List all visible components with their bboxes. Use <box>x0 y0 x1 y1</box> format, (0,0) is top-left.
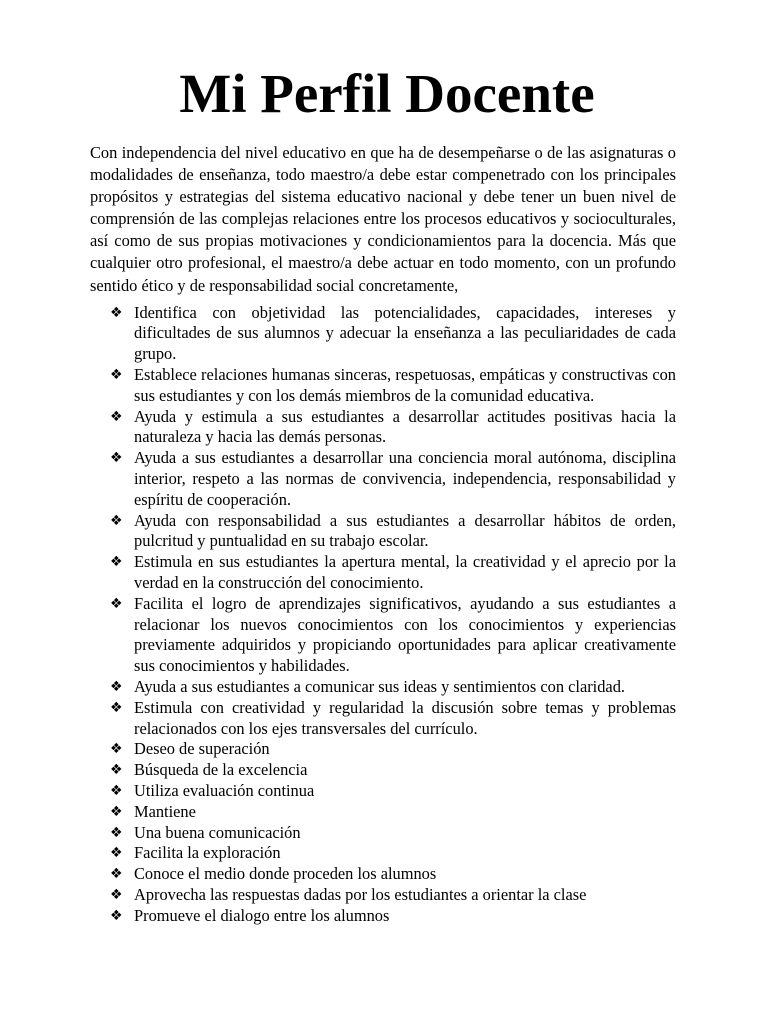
list-item <box>110 884 676 906</box>
diamond-bullet-icon: ❖ <box>110 741 123 758</box>
list-item-text: Promueve el dialogo entre los alumnos <box>134 905 390 925</box>
list-item-text: Facilita el logro de aprendizajes significativos, ayudando a sus estudiantes a relacionar los nuevos conocimientos con los conocimientos y experiencias previamente adquiridos y propiciando oportunidades para aplicar creativamente sus conocimientos y habilidades. <box>134 593 676 676</box>
list-item-text: Ayuda con responsabilidad a sus estudiantes a desarrollar hábitos de orden, pulcritud y puntualidad en su trabajo escolar. <box>134 510 676 551</box>
list-item <box>110 780 676 802</box>
list-item-text: Ayuda a sus estudiantes a desarrollar una conciencia moral autónoma, disciplina interior, respeto a las normas de convivencia, independencia, responsabilidad y espíritu de cooperación. <box>134 448 676 509</box>
diamond-bullet-icon: ❖ <box>110 907 123 924</box>
list-item-text: Estimula en sus estudiantes la apertura mental, la creatividad y el aprecio por la verdad en la construcción del conocimiento. <box>134 552 676 593</box>
list-item-text: Búsqueda de la excelencia <box>134 760 308 780</box>
list-item-text: Mantiene <box>134 801 196 821</box>
diamond-bullet-icon: ❖ <box>110 762 123 779</box>
list-item <box>110 593 676 677</box>
list-item <box>110 739 676 760</box>
list-item-text: Ayuda y estimula a sus estudiantes a desarrollar actitudes positivas hacia la naturaleza y hacia las demás personas. <box>134 406 676 447</box>
list-item <box>110 552 676 594</box>
list-item-text: Una buena comunicación <box>134 822 301 842</box>
list-item-text: Aprovecha las respuestas dadas por los estudiantes a orientar la clase <box>134 884 587 904</box>
list-item-text: Ayuda a sus estudiantes a comunicar sus ideas y sentimientos con claridad. <box>134 677 625 696</box>
list-item <box>110 677 676 698</box>
diamond-bullet-icon: ❖ <box>110 679 123 695</box>
diamond-bullet-icon: ❖ <box>110 866 123 883</box>
diamond-bullet-icon: ❖ <box>110 554 123 571</box>
diamond-bullet-icon: ❖ <box>110 803 123 820</box>
list-item-text: Identifica con objetividad las potencialidades, capacidades, intereses y dificultades de sus alumnos y adecuar la enseñanza a las peculiaridades de cada grupo. <box>134 302 676 364</box>
intro-paragraph: Con independencia del nivel educativo en que ha de desempeñarse o de las asignaturas o modalidades de enseñanza, todo maestro/a debe estar compenetrado con los principales propósitos y estrategias del sistema educativo nacional y debe tener un buen nivel de comprensión de las complejas relaciones entre los procesos educativos y socioculturales, así como de sus propias motivaciones y condicionamientos para la docencia. Más que cualquier otro profesional, el maestro/a debe actuar en todo momento, con un profundo sentido ético y de responsabilidad social concretamente, <box>90 143 676 295</box>
list-item <box>110 905 676 927</box>
list-item-text: Estimula con creatividad y regularidad la discusión sobre temas y problemas relacionados con los ejes transversales del currículo. <box>134 697 676 738</box>
diamond-bullet-icon: ❖ <box>110 782 123 799</box>
list-item <box>110 843 676 864</box>
list-item <box>110 697 676 740</box>
list-item-text: Facilita la exploración <box>134 843 281 863</box>
list-item <box>110 302 676 365</box>
list-item <box>110 760 676 781</box>
diamond-bullet-icon: ❖ <box>110 699 123 716</box>
profile-list <box>90 303 676 927</box>
diamond-bullet-icon: ❖ <box>110 367 123 384</box>
diamond-bullet-icon: ❖ <box>110 886 123 903</box>
list-item-text: Deseo de superación <box>134 739 270 759</box>
diamond-bullet-icon: ❖ <box>110 512 123 529</box>
list-item-text: Establece relaciones humanas sinceras, respetuosas, empáticas y constructivas con sus estudiantes y con los demás miembros de la comunidad educativa. <box>134 365 676 405</box>
list-item <box>110 365 676 407</box>
diamond-bullet-icon: ❖ <box>110 824 123 841</box>
list-item <box>110 864 676 885</box>
list-item <box>110 801 676 823</box>
list-item <box>110 448 676 510</box>
list-item <box>110 406 676 449</box>
diamond-bullet-icon: ❖ <box>110 408 123 425</box>
list-item <box>110 510 676 553</box>
list-item-text: Conoce el medio donde proceden los alumnos <box>134 864 437 884</box>
list-item-text: Utiliza evaluación continua <box>134 780 315 800</box>
page-title: Mi Perfil Docente <box>179 63 595 124</box>
list-item <box>110 822 676 844</box>
diamond-bullet-icon: ❖ <box>110 845 123 862</box>
diamond-bullet-icon: ❖ <box>110 450 123 467</box>
diamond-bullet-icon: ❖ <box>110 304 123 321</box>
diamond-bullet-icon: ❖ <box>110 595 123 612</box>
